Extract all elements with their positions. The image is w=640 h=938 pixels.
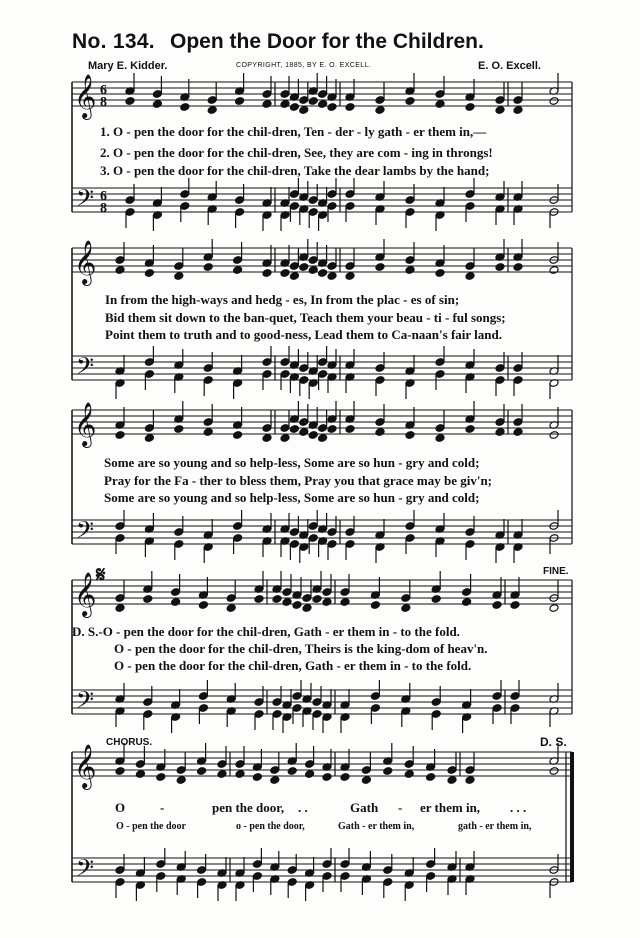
- chorus-word: Gath: [350, 800, 379, 815]
- note-head: [299, 263, 309, 272]
- note-head: [308, 431, 318, 440]
- time-signature-bottom: 8: [100, 95, 107, 110]
- chorus-word: o - pen the door,: [236, 821, 305, 832]
- note-head: [289, 103, 299, 112]
- note-head: [401, 604, 411, 613]
- time-signature-bottom: 8: [100, 201, 107, 216]
- note-head: [405, 431, 415, 440]
- note-head: [375, 106, 385, 115]
- chorus-word: gath - er them in,: [458, 821, 532, 832]
- note-head: [262, 100, 272, 109]
- note-head: [404, 770, 414, 779]
- note-head: [233, 266, 243, 275]
- note-head: [115, 767, 125, 776]
- note-head: [318, 434, 328, 443]
- lyricist: Mary E. Kidder.: [88, 60, 168, 72]
- note-head: [156, 773, 166, 782]
- note-head: [144, 434, 154, 443]
- note-head: [345, 425, 355, 434]
- lyric-line: O - pen the door for the chil-dren, Theirs is the king-dom of heav'n.: [114, 641, 488, 656]
- note-head: [312, 595, 322, 604]
- note-head: [135, 770, 145, 779]
- note-head: [180, 103, 190, 112]
- note-head: [203, 263, 213, 272]
- note-head: [495, 263, 505, 272]
- hymn-number: No. 134.: [72, 30, 155, 53]
- chorus-word: -: [160, 800, 165, 815]
- note-head: [282, 598, 292, 607]
- note-head: [322, 773, 332, 782]
- note-head: [143, 595, 153, 604]
- note-head: [495, 106, 505, 115]
- note-head: [549, 767, 559, 776]
- note-head: [510, 601, 520, 610]
- note-head: [318, 100, 328, 109]
- note-head: [383, 767, 393, 776]
- note-head: [254, 595, 264, 604]
- note-head: [492, 601, 502, 610]
- note-head: [270, 776, 280, 785]
- chorus-word: . .: [298, 800, 308, 815]
- note-head: [289, 272, 299, 281]
- note-head: [327, 272, 337, 281]
- note-head: [280, 269, 290, 278]
- note-head: [302, 604, 312, 613]
- note-head: [426, 773, 436, 782]
- chorus-word: er them in,: [420, 800, 481, 815]
- bass-clef: 𝄢: [76, 686, 95, 719]
- chorus-word: O - pen the door: [116, 821, 186, 832]
- note-head: [207, 106, 217, 115]
- note-head: [152, 100, 162, 109]
- hymn-title: Open the Door for the Children.: [170, 30, 484, 53]
- chorus-word: pen the door,: [212, 800, 285, 815]
- note-head: [549, 431, 559, 440]
- note-head: [435, 434, 445, 443]
- note-head: [217, 770, 227, 779]
- note-head: [513, 106, 523, 115]
- note-head: [174, 272, 184, 281]
- note-head: [171, 598, 181, 607]
- note-head: [327, 425, 337, 434]
- note-head: [345, 272, 355, 281]
- note-head: [198, 601, 208, 610]
- note-head: [549, 97, 559, 106]
- note-head: [235, 770, 245, 779]
- lyric-line: Point them to truth and to good-ness, Lead them to Ca-naan's fair land.: [105, 327, 503, 342]
- note-head: [431, 595, 441, 604]
- note-head: [462, 598, 472, 607]
- note-head: [115, 266, 125, 275]
- note-head: [308, 97, 318, 106]
- note-head: [345, 103, 355, 112]
- chorus-word: . . .: [510, 800, 527, 815]
- note-head: [262, 434, 272, 443]
- treble-clef: 𝄞: [74, 402, 97, 446]
- lyric-line: In from the high-ways and hedg - es, In from the plac - es of sin;: [105, 292, 460, 307]
- note-head: [361, 776, 371, 785]
- note-head: [322, 598, 332, 607]
- fine-mark: FINE.: [543, 566, 569, 577]
- note-head: [375, 428, 385, 437]
- note-head: [115, 604, 125, 613]
- note-head: [115, 431, 125, 440]
- note-head: [405, 97, 415, 106]
- bass-clef: 𝄢: [76, 352, 95, 385]
- note-head: [495, 428, 505, 437]
- treble-clef: 𝄞: [74, 744, 97, 788]
- chorus-word: Gath - er them in,: [338, 821, 415, 832]
- note-head: [513, 428, 523, 437]
- lyric-line: D. S.-O - pen the door for the chil-dren, Gath - er them in - to the fold.: [72, 624, 460, 639]
- note-head: [289, 425, 299, 434]
- note-head: [197, 767, 207, 776]
- time-signature-top: 6: [100, 189, 107, 204]
- composer: E. O. Excell.: [478, 60, 541, 72]
- note-head: [280, 434, 290, 443]
- note-head: [447, 776, 457, 785]
- note-head: [125, 97, 135, 106]
- note-head: [513, 263, 523, 272]
- note-head: [435, 269, 445, 278]
- note-head: [465, 272, 475, 281]
- treble-clef: 𝄞: [74, 572, 97, 616]
- chorus-label: CHORUS.: [106, 737, 153, 748]
- segno-sign: 𝄋: [96, 562, 106, 587]
- lyric-line: 3. O - pen the door for the chil-dren, Take the dear lambs by the hand;: [100, 163, 490, 178]
- note-head: [203, 428, 213, 437]
- note-head: [549, 266, 559, 275]
- treble-clef: 𝄞: [74, 240, 97, 284]
- note-head: [252, 773, 262, 782]
- note-head: [272, 595, 282, 604]
- note-head: [299, 106, 309, 115]
- note-head: [340, 598, 350, 607]
- note-head: [318, 269, 328, 278]
- lyric-line: Bid them sit down to the ban-quet, Teach them your beau - ti - ful songs;: [105, 310, 506, 325]
- ds-mark: D. S.: [540, 735, 567, 749]
- note-head: [435, 100, 445, 109]
- lyric-line: O - pen the door for the chil-dren, Gath - er them in - to the fold.: [114, 658, 472, 673]
- note-head: [226, 604, 236, 613]
- note-head: [549, 604, 559, 613]
- lyric-line: 2. O - pen the door for the chil-dren, See, they are com - ing in throngs!: [100, 145, 493, 160]
- note-head: [299, 428, 309, 437]
- note-head: [280, 100, 290, 109]
- note-head: [465, 776, 475, 785]
- lyric-line: Some are so young and so help-less, Some are so hun - gry and cold;: [104, 455, 480, 470]
- note-head: [235, 97, 245, 106]
- note-head: [262, 269, 272, 278]
- note-head: [308, 266, 318, 275]
- lyric-line: 1. O - pen the door for the chil-dren, Ten - der - ly gath - er them in,—: [100, 124, 487, 139]
- copyright-notice: COPYRIGHT, 1885, BY E. O. EXCELL.: [236, 62, 372, 69]
- chorus-word: O: [115, 800, 126, 815]
- note-head: [287, 767, 297, 776]
- note-head: [176, 776, 186, 785]
- note-head: [405, 266, 415, 275]
- note-head: [465, 103, 475, 112]
- bass-clef: 𝄢: [76, 516, 95, 549]
- treble-clef: 𝄞: [74, 74, 97, 118]
- note-head: [174, 425, 184, 434]
- lyric-line: Some are so young and so help-less, Some are so hun - gry and cold;: [104, 490, 480, 505]
- note-head: [370, 601, 380, 610]
- note-head: [144, 269, 154, 278]
- chorus-word: -: [398, 800, 403, 815]
- lyric-line: Pray for the Fa - ther to bless them, Pray you that grace may be giv'n;: [104, 473, 493, 488]
- note-head: [327, 103, 337, 112]
- note-head: [375, 263, 385, 272]
- note-head: [465, 425, 475, 434]
- note-head: [292, 601, 302, 610]
- note-head: [305, 770, 315, 779]
- bass-clef: 𝄢: [76, 184, 95, 217]
- time-signature-top: 6: [100, 83, 107, 98]
- note-head: [233, 431, 243, 440]
- note-head: [340, 773, 350, 782]
- bass-clef: 𝄢: [76, 854, 95, 887]
